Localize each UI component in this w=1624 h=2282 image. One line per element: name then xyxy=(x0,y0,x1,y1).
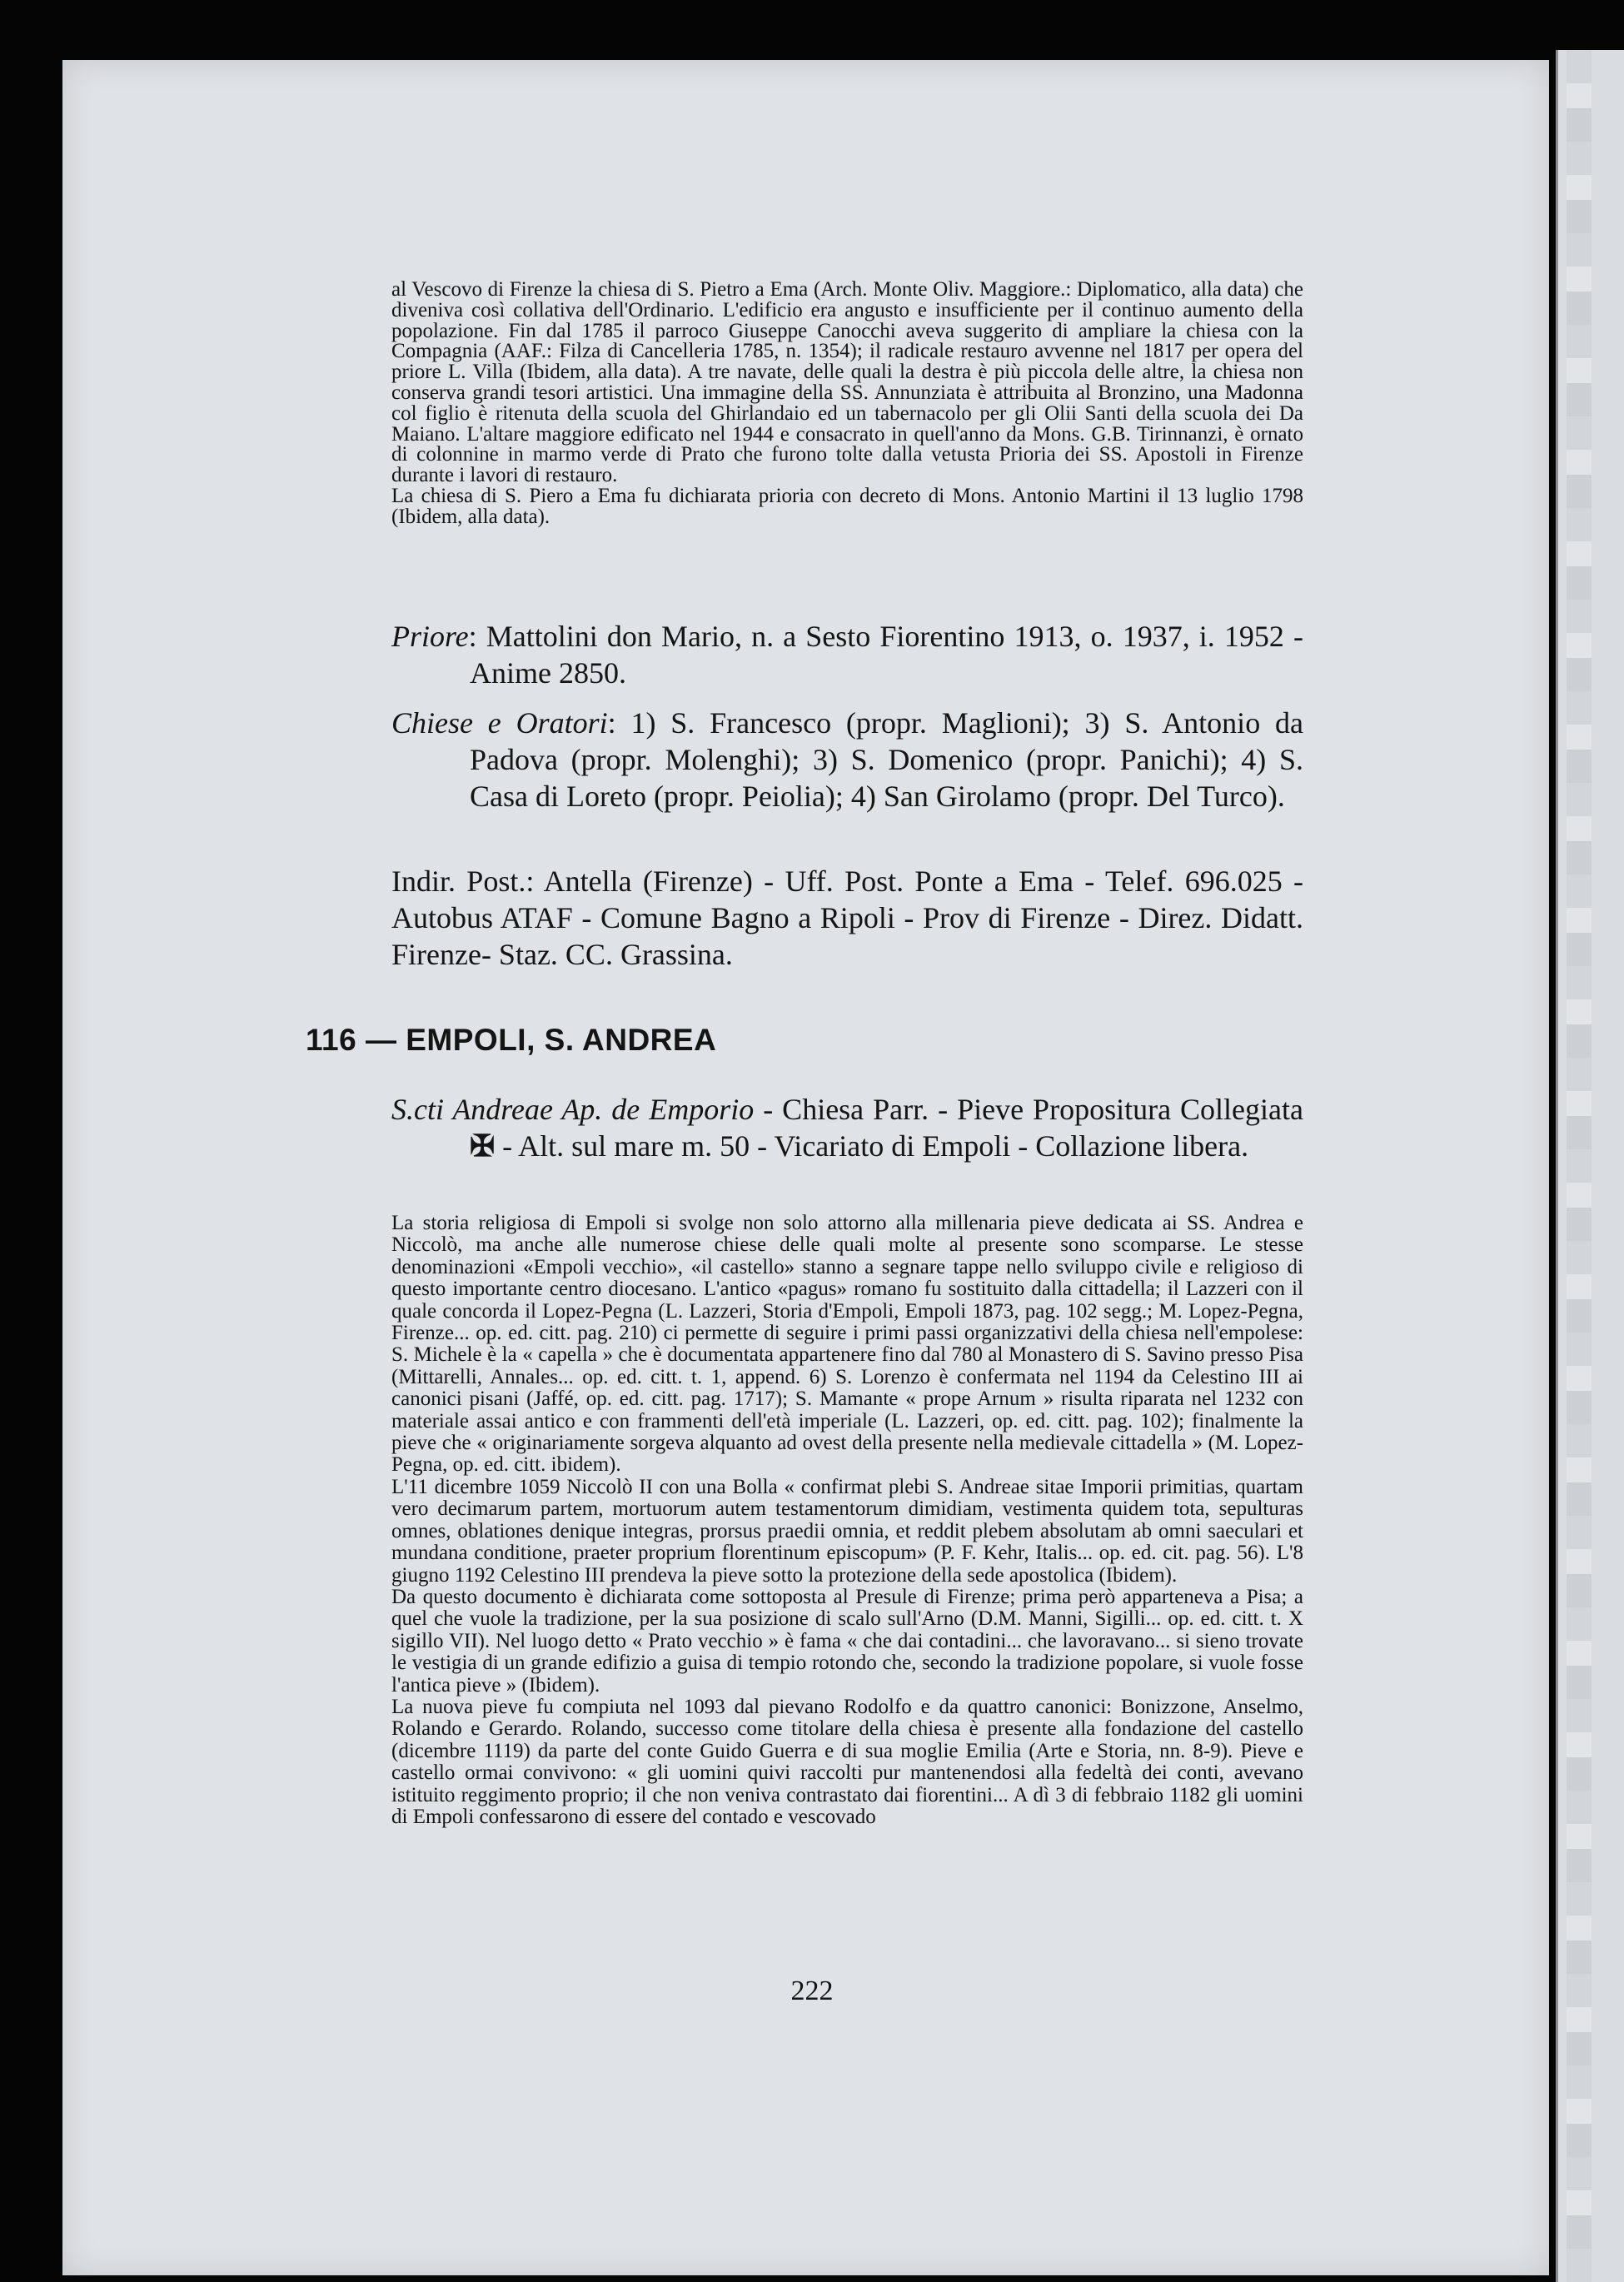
priore-label: Priore xyxy=(391,620,469,653)
priore-text: : Mattolini don Mario, n. a Sesto Fiorentino 1913, o. 1937, i. 1952 - Anime 2850. xyxy=(468,620,1303,690)
latin-name: S.cti Andreae Ap. de Emporio xyxy=(391,1093,755,1126)
page-number: 222 xyxy=(790,1976,834,2006)
chiese-entry xyxy=(391,705,1303,815)
priore-entry xyxy=(391,618,1303,691)
cross-icon: ✠ xyxy=(470,1129,496,1163)
indirizzi-entry xyxy=(391,863,1303,973)
history-paragraph-3: Da questo documento è dichiarata come sottoposta al Presule di Firenze; prima però apparteneva a Pisa; a quel che vuole la tradizione, per la sua posizione di scalo sull'Arno (D.M. Manni, Sigilli... op. ed. citt. t. X sigillo VII). Nel luogo detto « Prato vecchio » è fama « che dai contadini... che lavoravano... si sieno trovate le vestigia di un grande edifizio a guisa di tempio rotondo che, secondo la tradizione popolare, si vuole fosse l'antica pieve » (Ibidem). xyxy=(391,1585,1303,1697)
description-text-2: - Alt. sul mare m. 50 - Vicariato di Empoli - Collazione libera. xyxy=(495,1129,1249,1163)
intro-paragraph-2: La chiesa di S. Piero a Ema fu dichiarata prioria con decreto di Mons. Antonio Martini il 13 luglio 1798 (Ibidem, alla data). xyxy=(391,484,1303,528)
chiese-label: Chiese e Oratori xyxy=(391,706,608,740)
history-paragraph-4: La nuova pieve fu compiuta nel 1093 dal pievano Rodolfo e da quattro canonici: Bonizzone, Anselmo, Rolando e Gerardo. Rolando, successo come titolare della chiesa è presente alla fondazione del castello (dicembre 1119) da parte del conte Guido Guerra e di sua moglie Emilia (Arte e Storia, nn. 8-9). Pieve e castello ormai convivono: « gli uomini quivi raccolti pur mantenendosi alla fedeltà dei conti, avevano istituito reggimento proprio; il che non veniva contrastato dai fiorentini... A dì 3 di febbraio 1182 gli uomini di Empoli confessarono di essere del contado e vescovado xyxy=(391,1695,1303,1828)
intro-paragraph-1: al Vescovo di Firenze la chiesa di S. Pietro a Ema (Arch. Monte Oliv. Maggiore.: Diplomatico, alla data) che diveniva così collativa dell'Ordinario. L'edificio era angusto e insufficiente per il continuo aumento della popolazione. Fin dal 1785 il parroco Giuseppe Canocchi aveva suggerito di ampliare la chiesa con la Compagnia (AAF.: Filza di Cancelleria 1785, n. 1354); il radicale restauro avvenne nel 1817 per opera del priore L. Villa (Ibidem, alla data). A tre navate, delle quali la destra è più piccola delle altre, la chiesa non conserva grandi tesori artistici. Una immagine della SS. Annunziata è attribuita al Bronzino, una Madonna col figlio è ritenuta della scuola del Ghirlandaio ed un tabernacolo per gli Olii Santi della scuola dei Da Maiano. L'altare maggiore edificato nel 1944 e consacrato in quell'anno da Mons. G.B. Tirinnanzi, è ornato di colonnine in marmo verde di Prato che furono tolte dalla vetusta Prioria dei SS. Apostoli in Firenze durante i lavori di restauro. xyxy=(391,278,1303,487)
section-heading: 116 — EMPOLI, S. ANDREA xyxy=(306,1023,717,1057)
chiese-text: : 1) S. Francesco (propr. Maglioni); 3) S. Antonio da Padova (propr. Molenghi); 3) S. Domenico (propr. Panichi); 4) S. Casa di Loreto (propr. Peiolia); 4) San Girolamo (propr. Del Turco). xyxy=(470,706,1303,813)
description-text-1: - Chiesa Parr. - Pieve Propositura Collegiata xyxy=(754,1093,1303,1126)
history-paragraph-2: L'11 dicembre 1059 Niccolò II con una Bolla « confirmat plebi S. Andreae sitae Imporii primitias, quartam vero decimarum partem, mortuorum autem testamentorum dimidiam, vestimenta quidem tota, sepulturas omnes, oblationes denique integras, prorsus praedii omnia, et reddit plebem absolutam ab omni saeculari et mundana conditione, praeter proprium florentinum episcopum» (P. F. Kehr, Italis... op. ed. cit. pag. 56). L'8 giugno 1192 Celestino III prendeva la pieve sotto la protezione della sede apostolica (Ibidem). xyxy=(391,1475,1303,1587)
indirizzi-text: Indir. Post.: Antella (Firenze) - Uff. Post. Ponte a Ema - Telef. 696.025 - Autobus ATAF - Comune Bagno a Ripoli - Prov di Firenze - Direz. Didatt. Firenze- Staz. CC. Grassina. xyxy=(391,864,1303,971)
history-notes xyxy=(391,1213,1303,1828)
history-paragraph-1: La storia religiosa di Empoli si svolge non solo attorno alla millenaria pieve dedicata ai SS. Andrea e Niccolò, ma anche alle numerose chiese delle quali molte al presente sono scomparse. Le stesse denominazioni «Empoli vecchio», «il castello» stanno a segnare tappe nello sviluppo civile e religioso di questo importante centro diocesano. L'antico «pagus» romano fu sostituito dalla cittadella; il Lazzeri con il quale concorda il Lopez-Pegna (L. Lazzeri, Storia d'Empoli, Empoli 1873, pag. 102 segg.; M. Lopez-Pegna, Firenze... op. ed. citt. pag. 210) ci permette di seguire i primi passi organizzativi della chiesa nell'empolese: S. Michele è la « capella » che è documentata appartenere fino dal 780 al Monastero di S. Savino presso Pisa (Mittarelli, Annales... op. ed. citt. t. 1, append. 6) S. Lorenzo è confermata nel 1194 da Celestino III ai canonici pisani (Jaffé, op. ed. citt. pag. 1717); S. Mamante « prope Arnum » risulta riparata nel 1232 con materiale assai antico e con frammenti dell'età imperiale (L. Lazzeri, op. ed. citt. pag. 102); finalmente la pieve che « originariamente sorgeva alquanto ad ovest della presente nella medievale cittadella » (M. Lopez-Pegna, op. ed. citt. ibidem). xyxy=(391,1212,1303,1477)
section-description xyxy=(391,1091,1303,1164)
intro-notes xyxy=(391,280,1303,528)
